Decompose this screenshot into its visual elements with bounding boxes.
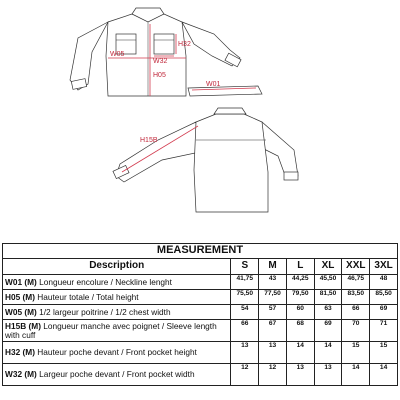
cell-value: 54	[231, 305, 259, 320]
cell-value: 70	[342, 320, 370, 342]
cell-value: 69	[314, 320, 342, 342]
row-code: H05 (M)	[5, 291, 35, 302]
row-text: Longueur encolure / Neckline lenght	[39, 276, 172, 287]
cell-value: 12	[259, 364, 287, 386]
row-description	[3, 342, 231, 364]
row-text: Hauteur poche devant / Front pocket height	[37, 347, 197, 358]
cell-value: 85,50	[370, 290, 398, 305]
column-header-size-xl: XL	[314, 259, 342, 275]
row-text: Longueur manche avec poignet / Sleeve length with cuff	[5, 320, 217, 340]
label-h32: H32	[178, 41, 191, 48]
row-code: H15B (M)	[5, 320, 41, 331]
cell-value: 67	[259, 320, 287, 342]
column-header-size-m: M	[259, 259, 287, 275]
cell-value: 63	[314, 305, 342, 320]
cell-value: 13	[259, 342, 287, 364]
row-description	[3, 320, 231, 342]
row-text: 1/2 largeur poitrine / 1/2 chest width	[39, 306, 171, 317]
label-h15b: H15B	[140, 137, 158, 144]
cell-value: 69	[370, 305, 398, 320]
row-code: W32 (M)	[5, 369, 37, 380]
cell-value: 14	[342, 364, 370, 386]
row-text: Hauteur totale / Total height	[37, 291, 139, 302]
cell-value: 77,50	[259, 290, 287, 305]
cell-value: 83,50	[342, 290, 370, 305]
table-row	[3, 320, 398, 342]
label-w32: W32	[153, 58, 168, 65]
cell-value: 66	[231, 320, 259, 342]
cell-value: 71	[370, 320, 398, 342]
row-description	[3, 305, 231, 320]
cell-value: 41,75	[231, 275, 259, 290]
cell-value: 44,25	[286, 275, 314, 290]
table-row	[3, 275, 398, 290]
cell-value: 75,50	[231, 290, 259, 305]
row-description	[3, 364, 231, 386]
cell-value: 14	[286, 342, 314, 364]
cell-value: 45,50	[314, 275, 342, 290]
table-row	[3, 305, 398, 320]
shirt-back-view	[113, 108, 298, 212]
cell-value: 46,75	[342, 275, 370, 290]
table-title: MEASUREMENT	[3, 244, 398, 259]
measurement-table	[2, 243, 398, 386]
cell-value: 15	[370, 342, 398, 364]
cell-value: 43	[259, 275, 287, 290]
table-row	[3, 342, 398, 364]
label-w01: W01	[206, 81, 221, 88]
label-h05: H05	[153, 72, 166, 79]
cell-value: 15	[342, 342, 370, 364]
cell-value: 81,50	[314, 290, 342, 305]
column-header-size-l: L	[286, 259, 314, 275]
column-header-size-xxl: XXL	[342, 259, 370, 275]
row-code: W01 (M)	[5, 276, 37, 287]
row-text: Largeur poche devant / Front pocket width	[39, 369, 195, 380]
cell-value: 48	[370, 275, 398, 290]
cell-value: 14	[314, 342, 342, 364]
cell-value: 13	[231, 342, 259, 364]
column-header-size-s: S	[231, 259, 259, 275]
row-code: W05 (M)	[5, 306, 37, 317]
cell-value: 12	[231, 364, 259, 386]
column-header-size-3xl: 3XL	[370, 259, 398, 275]
label-w05: W05	[110, 51, 125, 58]
row-description	[3, 275, 231, 290]
cell-value: 60	[286, 305, 314, 320]
column-header-description: Description	[3, 259, 231, 275]
row-description	[3, 290, 231, 305]
collar-detail-view	[188, 81, 262, 96]
cell-value: 13	[286, 364, 314, 386]
cell-value: 14	[370, 364, 398, 386]
table-row	[3, 364, 398, 386]
row-code: H32 (M)	[5, 347, 35, 358]
cell-value: 79,50	[286, 290, 314, 305]
cell-value: 57	[259, 305, 287, 320]
cell-value: 13	[314, 364, 342, 386]
table-row	[3, 290, 398, 305]
cell-value: 68	[286, 320, 314, 342]
cell-value: 66	[342, 305, 370, 320]
